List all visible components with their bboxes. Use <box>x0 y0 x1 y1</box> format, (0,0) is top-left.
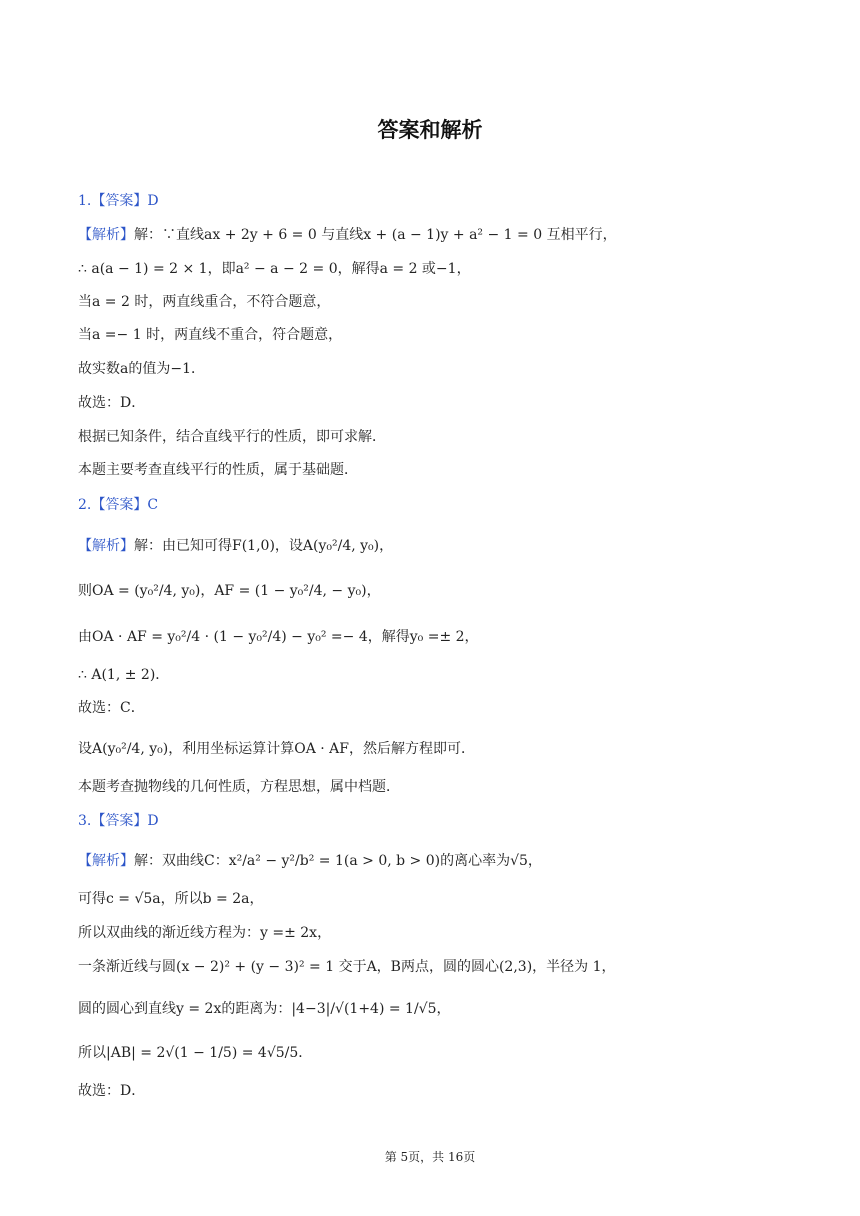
analysis-line: 【解析】解：由已知可得F(1,0)，设A(y₀²/4, y₀)， <box>78 538 394 554</box>
analysis-line: 故选：C． <box>78 700 145 716</box>
analysis-line: 当a =− 1 时，两直线不重合，符合题意， <box>78 327 343 343</box>
analysis-tag: 【解析】 <box>78 853 134 869</box>
analysis-line: ∴ a(a − 1) = 2 × 1，即a² − a − 2 = 0，解得a = 2 或−1， <box>78 261 471 277</box>
analysis-line: 一条渐近线与圆(x − 2)² + (y − 3)² = 1 交于A，B两点，圆的圆心(2,3)，半径为 1， <box>78 959 616 975</box>
analysis-line: 根据已知条件，结合直线平行的性质，即可求解． <box>78 429 386 445</box>
answer-header-1: 1.【答案】D <box>78 193 159 209</box>
analysis-tag: 【解析】 <box>78 227 134 243</box>
analysis-line: 则OA = (y₀²/4, y₀)，AF = (1 − y₀²/4, − y₀)， <box>78 583 381 599</box>
analysis-line: 圆的圆心到直线y = 2x的距离为：|4−3|/√(1+4) = 1/√5， <box>78 1001 451 1017</box>
analysis-line: 故选：D． <box>78 395 146 411</box>
analysis-line: 【解析】解：∵直线ax + 2y + 6 = 0 与直线x + (a − 1)y + a² − 1 = 0 互相平行， <box>78 227 617 243</box>
analysis-line: 设A(y₀²/4, y₀)，利用坐标运算计算OA · AF，然后解方程即可． <box>78 741 475 757</box>
analysis-line: 当a = 2 时，两直线重合，不符合题意， <box>78 294 331 310</box>
analysis-line: 故选：D． <box>78 1083 146 1099</box>
analysis-tag: 【解析】 <box>78 538 134 554</box>
page-number-footer: 第 5页，共 16页 <box>384 1150 476 1164</box>
analysis-line: 由OA · AF = y₀²/4 · (1 − y₀²/4) − y₀² =− 4，解得y₀ =± 2， <box>78 629 479 645</box>
analysis-line: 所以|AB| = 2√(1 − 1/5) = 4√5/5． <box>78 1045 313 1061</box>
analysis-line: 【解析】解：双曲线C：x²/a² − y²/b² = 1(a > 0, b > 0)的离心率为√5， <box>78 853 542 869</box>
analysis-line: 本题考查抛物线的几何性质，方程思想，属中档题． <box>78 779 400 795</box>
page-title: 答案和解析 <box>377 118 483 142</box>
analysis-line: 可得c = √5a，所以b = 2a， <box>78 891 264 907</box>
analysis-line: 所以双曲线的渐近线方程为：y =± 2x， <box>78 925 332 941</box>
answer-header-2: 2.【答案】C <box>78 497 159 513</box>
analysis-line: 本题主要考查直线平行的性质，属于基础题． <box>78 462 358 478</box>
analysis-line: ∴ A(1, ± 2)． <box>78 667 170 683</box>
answer-header-3: 3.【答案】D <box>78 813 159 829</box>
analysis-line: 故实数a的值为−1． <box>78 361 205 377</box>
